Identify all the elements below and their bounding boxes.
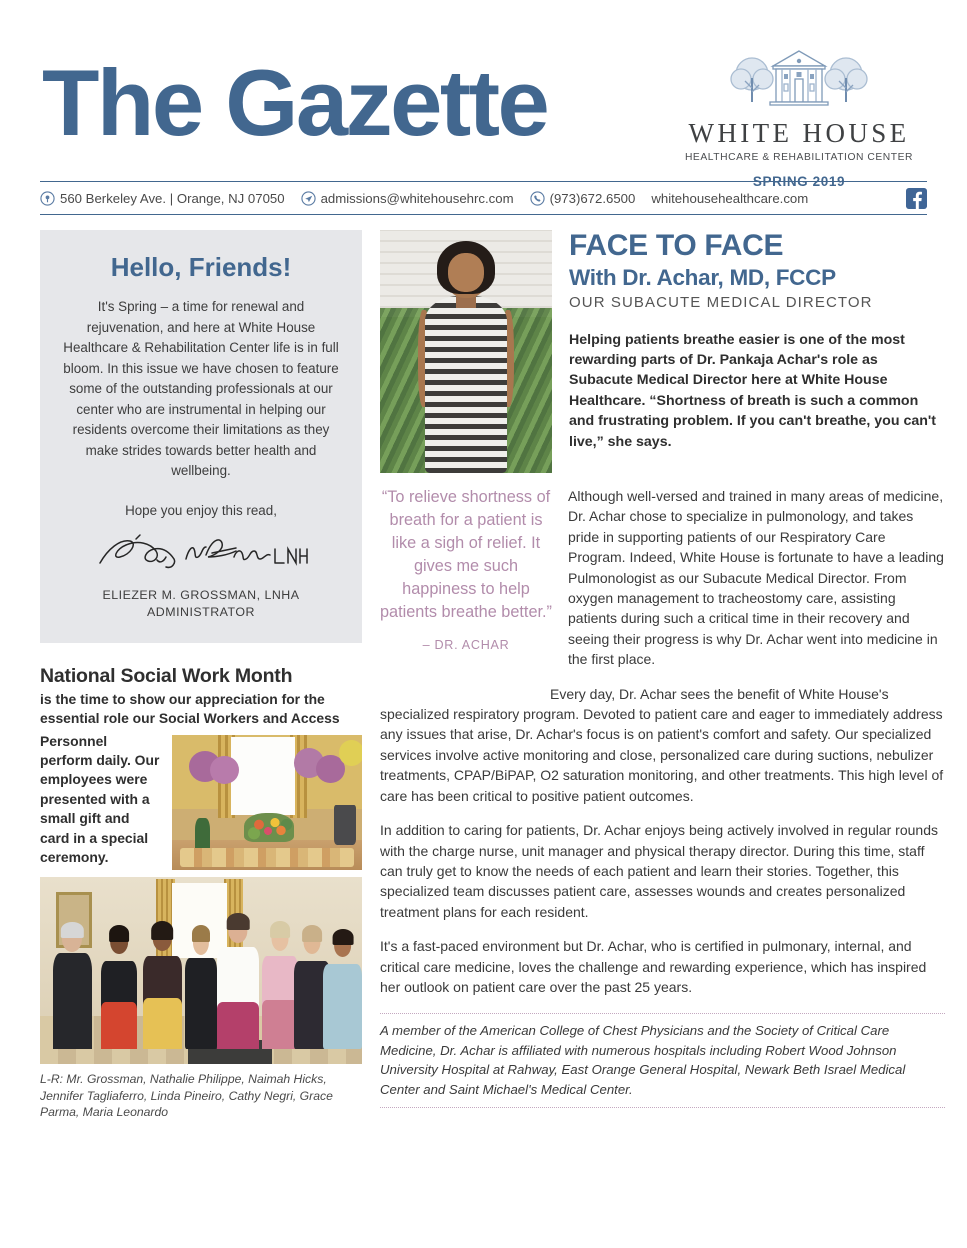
social-work-group-photo xyxy=(40,877,362,1064)
left-column xyxy=(40,230,362,1121)
page-title: The Gazette xyxy=(42,50,548,155)
contact-website[interactable] xyxy=(651,191,808,206)
contact-address-text: 560 Berkeley Ave. | Orange, NJ 07050 xyxy=(60,190,285,206)
paper-plane-icon xyxy=(301,191,316,206)
social-work-body: Personnel perform daily. Our employees were presented with a small gift and card in a special ceremony. xyxy=(40,732,160,865)
dr-achar-portrait xyxy=(380,230,552,473)
feature-heading-block xyxy=(569,230,945,473)
right-column xyxy=(380,230,945,1121)
feature-title: FACE TO FACE xyxy=(569,229,784,262)
feature-paragraph-2: Every day, Dr. Achar sees the benefit of White House's specialized respiratory program. Devoted to patient care and eager to immediately address any issues that arise, Dr. Achar's focus is on patient's comfort and safety. Our specialized services involve active monitoring and close, personalized care during suctions, nebulizer treatments, CPAP/BiPAP, O2 saturation monitoring, and other treatments. This high level of care has been critical to positive patient outcomes. xyxy=(380,685,944,804)
masthead xyxy=(40,0,927,189)
feature-footnote: A member of the American College of Chest Physicians and the Society of Critical Care Medicine, Dr. Achar is affiliated with numerous hospitals including Robert Wood Johnson University Hospital at Rahway, East Orange General Hospital, Newark Beth Israel Medical Center and Saint Michael's Medical Center. xyxy=(380,1023,906,1097)
quote-and-body-row xyxy=(380,486,945,670)
logo-name: WHITE HOUSE xyxy=(688,118,910,148)
hello-friends-body: It's Spring – a time for renewal and rejuvenation, and here at White House Healthcare & Rehabilitation Center life is in full bloom. In this issue we have chosen to feature some of the outstanding professionals at our center who are instrumental in helping our residents overcome their limitations as they make strides towards better health and wellbeing. xyxy=(63,299,339,478)
contact-address xyxy=(40,191,285,206)
organization-logo xyxy=(671,46,927,189)
social-work-party-photo xyxy=(172,735,362,870)
feature-paragraph-4: It's a fast-paced environment but Dr. Achar, who is certified in pulmonary, internal, and critical care medicine, loves the challenge and rewarding experience, which has inspired her outlook on patient care over the past 25 years. xyxy=(380,938,927,995)
administrator-signature xyxy=(58,527,344,581)
logo-subtitle: HEALTHCARE & REHABILITATION CENTER xyxy=(684,152,914,163)
issue-date: SPRING 2019 xyxy=(752,174,846,189)
feature-header-row xyxy=(380,230,945,473)
contact-phone[interactable] xyxy=(530,191,636,206)
content-area xyxy=(40,229,944,1121)
feature-footnote-block xyxy=(380,1013,945,1108)
pull-quote xyxy=(380,486,552,670)
pull-quote-text: “To relieve shortness of breath for a patient is like a sigh of relief. It gives me such happiness to help patients breathe better.” xyxy=(380,488,552,621)
hello-friends-closing: Hope you enjoy this read, xyxy=(125,502,277,518)
social-work-lead: is the time to show our appreciation for the essential role our Social Workers and Access xyxy=(40,690,340,726)
hello-friends-panel xyxy=(40,230,362,643)
feature-paragraph-3: In addition to caring for patients, Dr. Achar enjoys being actively involved in regular rounds with the charge nurse, unit manager and physical therapy director. During this time, staff can truly get to know the needs of each patient and learn their stories. Together, this specialized team discusses patient care, assesses wounds and creates personalized treatment plans for each resident. xyxy=(380,822,938,920)
contact-email-text: admissions@whitehousehrc.com xyxy=(320,190,514,206)
contact-email[interactable] xyxy=(301,191,514,206)
pull-quote-attribution: – DR. ACHAR xyxy=(422,638,510,652)
footnote-divider-bottom xyxy=(380,1107,945,1108)
social-work-heading: National Social Work Month xyxy=(40,664,293,687)
white-house-building-icon xyxy=(671,46,927,114)
contact-website-text: whitehousehealthcare.com xyxy=(651,190,809,206)
hello-friends-title: Hello, Friends! xyxy=(110,252,292,282)
facebook-icon[interactable] xyxy=(906,188,927,209)
administrator-name: ELIEZER M. GROSSMAN, LNHA xyxy=(102,587,300,602)
feature-lead-paragraph: Helping patients breathe easier is one of the most rewarding parts of Dr. Pankaja Achar's role as Subacute Medical Director here at White House Healthcare. “Shortness of breath is such a common and frustrating problem. If you can't breathe, you can't live,” she says. xyxy=(569,331,936,450)
location-pin-icon xyxy=(40,191,55,206)
feature-paragraph-1: Although well-versed and trained in many areas of medicine, Dr. Achar chose to specialize in pulmonology, and takes pride in supporting patients of our Respiratory Care Program. Indeed, White House is fortunate to have a leading Pulmonologist as our Subacute Medical Director. From oxygen management to tracheostomy care, assisting patients during such a critical time in their recovery and seeing their progress is why Dr. Achar went into medicine in the first place. xyxy=(568,488,944,668)
phone-icon xyxy=(530,191,545,206)
contact-phone-text: (973)672.6500 xyxy=(549,190,636,206)
administrator-title: ADMINISTRATOR xyxy=(147,604,255,619)
social-work-wrap xyxy=(40,732,362,868)
feature-subtitle: With Dr. Achar, MD, FCCP xyxy=(569,264,836,290)
feature-kicker: OUR SUBACUTE MEDICAL DIRECTOR xyxy=(569,293,873,311)
group-photo-caption: L-R: Mr. Grossman, Nathalie Philippe, Naimah Hicks, Jennifer Tagliaferro, Linda Pineiro, Cathy Negri, Grace Parma, Maria Leonardo xyxy=(40,1072,333,1120)
